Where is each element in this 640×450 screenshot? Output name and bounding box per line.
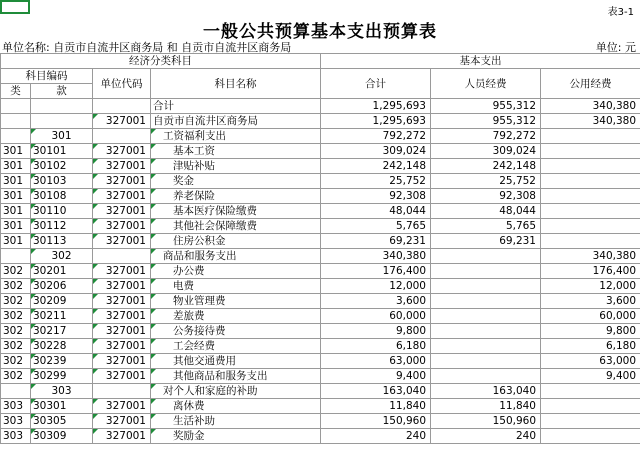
cell-subject[interactable]: 自贡市自流井区商务局: [151, 114, 321, 129]
budget-table: [0, 53, 640, 444]
cell-subject[interactable]: 生活补助: [151, 414, 321, 429]
cell-cat[interactable]: [1, 384, 31, 399]
cell-personnel[interactable]: [431, 249, 541, 264]
cell-total[interactable]: 60,000: [321, 309, 431, 324]
cell-personnel[interactable]: 240: [431, 429, 541, 444]
table-row: [1, 294, 640, 309]
cell-item[interactable]: 30113: [31, 234, 93, 249]
cell-unit-code[interactable]: 327001: [93, 204, 151, 219]
cell-cat[interactable]: 302: [1, 294, 31, 309]
cell-personnel[interactable]: 242,148: [431, 159, 541, 174]
table-row: [1, 129, 640, 144]
cell-cat[interactable]: 302: [1, 324, 31, 339]
cell-personnel[interactable]: [431, 294, 541, 309]
header-personnel[interactable]: 人员经费: [431, 69, 541, 99]
cell-unit-code[interactable]: [93, 384, 151, 399]
cell-subject[interactable]: 公务接待费: [151, 324, 321, 339]
header-cat[interactable]: 类: [1, 84, 31, 99]
cell-unit-code[interactable]: 327001: [93, 144, 151, 159]
cell-personnel[interactable]: 163,040: [431, 384, 541, 399]
table-row: [1, 159, 640, 174]
cell-total[interactable]: 309,024: [321, 144, 431, 159]
cell-personnel[interactable]: [431, 339, 541, 354]
cell-total[interactable]: 9,400: [321, 369, 431, 384]
cell-total[interactable]: 3,600: [321, 294, 431, 309]
table-row: [1, 174, 640, 189]
cell-item[interactable]: 30110: [31, 204, 93, 219]
cell-personnel[interactable]: [431, 264, 541, 279]
cell-personnel[interactable]: 150,960: [431, 414, 541, 429]
cell-personnel[interactable]: 309,024: [431, 144, 541, 159]
table-row: [1, 114, 640, 129]
table-row: [1, 354, 640, 369]
cell-total[interactable]: 1,295,693: [321, 99, 431, 114]
cell-cat[interactable]: 302: [1, 264, 31, 279]
cell-subject[interactable]: 工会经费: [151, 339, 321, 354]
table-row: [1, 429, 640, 444]
cell-subject[interactable]: 奖金: [151, 174, 321, 189]
table-row: [1, 264, 640, 279]
cell-subject[interactable]: 住房公积金: [151, 234, 321, 249]
cell-cat[interactable]: 301: [1, 219, 31, 234]
header-basic[interactable]: 基本支出: [321, 54, 640, 69]
table-row: [1, 339, 640, 354]
cell-personnel[interactable]: [431, 324, 541, 339]
cell-unit-code[interactable]: 327001: [93, 324, 151, 339]
cell-subject[interactable]: 对个人和家庭的补助: [151, 384, 321, 399]
cell-unit-code[interactable]: 327001: [93, 264, 151, 279]
page-title: 一般公共预算基本支出预算表: [203, 22, 437, 42]
header-econ[interactable]: 经济分类科目: [1, 54, 321, 69]
cell-total[interactable]: 150,960: [321, 414, 431, 429]
cell-cat[interactable]: 301: [1, 144, 31, 159]
cell-public[interactable]: [541, 399, 640, 414]
cell-cat[interactable]: 301: [1, 204, 31, 219]
cell-total[interactable]: 5,765: [321, 219, 431, 234]
cell-public[interactable]: 176,400: [541, 264, 640, 279]
cell-subject[interactable]: 其他商品和服务支出: [151, 369, 321, 384]
cell-subject[interactable]: 奖励金: [151, 429, 321, 444]
unit-label: 单位: 元: [595, 41, 636, 54]
cell-unit-code[interactable]: 327001: [93, 339, 151, 354]
cell-item[interactable]: 301: [31, 129, 93, 144]
cell-unit-code[interactable]: 327001: [93, 414, 151, 429]
cell-item[interactable]: [31, 99, 93, 114]
cell-personnel[interactable]: 69,231: [431, 234, 541, 249]
cell-item[interactable]: 30102: [31, 159, 93, 174]
cell-public[interactable]: 12,000: [541, 279, 640, 294]
cell-total[interactable]: 92,308: [321, 189, 431, 204]
cell-public[interactable]: 60,000: [541, 309, 640, 324]
table-row: [1, 234, 640, 249]
cell-item[interactable]: 303: [31, 384, 93, 399]
cell-unit-code[interactable]: 327001: [93, 309, 151, 324]
cell-cat[interactable]: 302: [1, 369, 31, 384]
table-row: [1, 324, 640, 339]
cell-subject[interactable]: 其他社会保障缴费: [151, 219, 321, 234]
cell-unit-code[interactable]: [93, 99, 151, 114]
cell-public[interactable]: [541, 189, 640, 204]
cell-personnel[interactable]: [431, 354, 541, 369]
cell-unit-code[interactable]: 327001: [93, 174, 151, 189]
cell-public[interactable]: 9,800: [541, 324, 640, 339]
cell-public[interactable]: [541, 384, 640, 399]
cell-unit-code[interactable]: 327001: [93, 294, 151, 309]
cell-item[interactable]: 30201: [31, 264, 93, 279]
header-subject[interactable]: 科目名称: [151, 69, 321, 99]
cell-item[interactable]: 30103: [31, 174, 93, 189]
cell-unit-code[interactable]: 327001: [93, 279, 151, 294]
cell-cat[interactable]: [1, 99, 31, 114]
cell-cat[interactable]: 302: [1, 279, 31, 294]
cell-personnel[interactable]: 11,840: [431, 399, 541, 414]
cell-unit-code[interactable]: 327001: [93, 399, 151, 414]
table-row: [1, 279, 640, 294]
cell-cat[interactable]: 302: [1, 339, 31, 354]
cell-unit-code[interactable]: 327001: [93, 219, 151, 234]
cell-total[interactable]: 242,148: [321, 159, 431, 174]
cell-unit-code[interactable]: 327001: [93, 429, 151, 444]
cell-item[interactable]: 302: [31, 249, 93, 264]
table-row: [1, 384, 640, 399]
cell-public[interactable]: [541, 129, 640, 144]
cell-personnel[interactable]: 25,752: [431, 174, 541, 189]
cell-unit-code[interactable]: 327001: [93, 114, 151, 129]
cell-subject[interactable]: 基本工资: [151, 144, 321, 159]
cell-personnel[interactable]: 955,312: [431, 99, 541, 114]
cell-total[interactable]: 163,040: [321, 384, 431, 399]
cell-subject[interactable]: 合计: [151, 99, 321, 114]
table-row: [1, 369, 640, 384]
cell-personnel[interactable]: [431, 309, 541, 324]
table-row: [1, 399, 640, 414]
cell-total[interactable]: 11,840: [321, 399, 431, 414]
table-row: [1, 144, 640, 159]
cell-total[interactable]: 25,752: [321, 174, 431, 189]
table-row: [1, 99, 640, 114]
cell-public[interactable]: [541, 174, 640, 189]
header-public[interactable]: 公用经费: [541, 69, 640, 99]
cell-personnel[interactable]: 92,308: [431, 189, 541, 204]
cell-public[interactable]: [541, 144, 640, 159]
cell-cat[interactable]: [1, 129, 31, 144]
table-row: [1, 204, 640, 219]
cell-unit-code[interactable]: 327001: [93, 159, 151, 174]
cell-item[interactable]: 30206: [31, 279, 93, 294]
cell-total[interactable]: 9,800: [321, 324, 431, 339]
cell-public[interactable]: [541, 429, 640, 444]
header-unit-code[interactable]: 单位代码: [93, 69, 151, 99]
cell-total[interactable]: 6,180: [321, 339, 431, 354]
cell-cat[interactable]: [1, 114, 31, 129]
cell-cat[interactable]: [1, 249, 31, 264]
cell-public[interactable]: 9,400: [541, 369, 640, 384]
cell-public[interactable]: [541, 204, 640, 219]
cell-public[interactable]: 340,380: [541, 114, 640, 129]
cell-subject[interactable]: 其他交通费用: [151, 354, 321, 369]
cell-item[interactable]: 30211: [31, 309, 93, 324]
cell-personnel[interactable]: 5,765: [431, 219, 541, 234]
cell-public[interactable]: [541, 219, 640, 234]
unit-name: 单位名称: 自贡市自流井区商务局 和 自贡市自流井区商务局: [2, 41, 292, 54]
cell-subject[interactable]: 电费: [151, 279, 321, 294]
cell-item[interactable]: 30305: [31, 414, 93, 429]
cell-unit-code[interactable]: [93, 249, 151, 264]
cell-item[interactable]: 30112: [31, 219, 93, 234]
cell-total[interactable]: 792,272: [321, 129, 431, 144]
cell-item[interactable]: [31, 114, 93, 129]
cell-cat[interactable]: 303: [1, 429, 31, 444]
table-row: [1, 414, 640, 429]
cell-unit-code[interactable]: 327001: [93, 189, 151, 204]
cell-item[interactable]: 30217: [31, 324, 93, 339]
cell-cat[interactable]: 303: [1, 399, 31, 414]
cell-total[interactable]: 63,000: [321, 354, 431, 369]
cell-cat[interactable]: 303: [1, 414, 31, 429]
table-row: [1, 189, 640, 204]
cell-personnel[interactable]: [431, 369, 541, 384]
cell-subject[interactable]: 养老保险: [151, 189, 321, 204]
header-total[interactable]: 合计: [321, 69, 431, 99]
cell-subject[interactable]: 基本医疗保险缴费: [151, 204, 321, 219]
cell-cat[interactable]: 301: [1, 174, 31, 189]
cell-public[interactable]: [541, 234, 640, 249]
cell-unit-code[interactable]: 327001: [93, 369, 151, 384]
cell-item[interactable]: 30299: [31, 369, 93, 384]
cell-item[interactable]: 30309: [31, 429, 93, 444]
cell-total[interactable]: 340,380: [321, 249, 431, 264]
cell-total[interactable]: 12,000: [321, 279, 431, 294]
cell-subject[interactable]: 办公费: [151, 264, 321, 279]
cell-subject[interactable]: 离休费: [151, 399, 321, 414]
cell-unit-code[interactable]: [93, 129, 151, 144]
cell-cat[interactable]: 301: [1, 234, 31, 249]
cell-item[interactable]: 30239: [31, 354, 93, 369]
cell-public[interactable]: 6,180: [541, 339, 640, 354]
cell-subject[interactable]: 津贴补贴: [151, 159, 321, 174]
doc-code: 表3-1: [607, 7, 634, 18]
cell-total[interactable]: 1,295,693: [321, 114, 431, 129]
cell-subject[interactable]: 商品和服务支出: [151, 249, 321, 264]
cell-cat[interactable]: 301: [1, 189, 31, 204]
cell-total[interactable]: 48,044: [321, 204, 431, 219]
cell-public[interactable]: 340,380: [541, 99, 640, 114]
cell-personnel[interactable]: [431, 279, 541, 294]
cell-unit-code[interactable]: 327001: [93, 234, 151, 249]
cell-public[interactable]: 340,380: [541, 249, 640, 264]
table-row: [1, 219, 640, 234]
cell-total[interactable]: 240: [321, 429, 431, 444]
cell-personnel[interactable]: 792,272: [431, 129, 541, 144]
selected-cell[interactable]: [0, 0, 30, 14]
cell-public[interactable]: [541, 414, 640, 429]
cell-item[interactable]: 30301: [31, 399, 93, 414]
cell-subject[interactable]: 差旅费: [151, 309, 321, 324]
cell-item[interactable]: 30108: [31, 189, 93, 204]
cell-subject[interactable]: 物业管理费: [151, 294, 321, 309]
cell-cat[interactable]: 302: [1, 354, 31, 369]
cell-total[interactable]: 69,231: [321, 234, 431, 249]
cell-item[interactable]: 30228: [31, 339, 93, 354]
cell-unit-code[interactable]: 327001: [93, 354, 151, 369]
cell-subject[interactable]: 工资福利支出: [151, 129, 321, 144]
cell-item[interactable]: 30101: [31, 144, 93, 159]
table-row: [1, 309, 640, 324]
cell-personnel[interactable]: 48,044: [431, 204, 541, 219]
cell-cat[interactable]: 302: [1, 309, 31, 324]
header-code[interactable]: 科目编码: [1, 69, 93, 84]
header-item[interactable]: 款: [31, 84, 93, 99]
table-row: [1, 249, 640, 264]
cell-personnel[interactable]: 955,312: [431, 114, 541, 129]
cell-total[interactable]: 176,400: [321, 264, 431, 279]
cell-public[interactable]: 63,000: [541, 354, 640, 369]
cell-cat[interactable]: 301: [1, 159, 31, 174]
cell-item[interactable]: 30209: [31, 294, 93, 309]
cell-public[interactable]: 3,600: [541, 294, 640, 309]
cell-public[interactable]: [541, 159, 640, 174]
